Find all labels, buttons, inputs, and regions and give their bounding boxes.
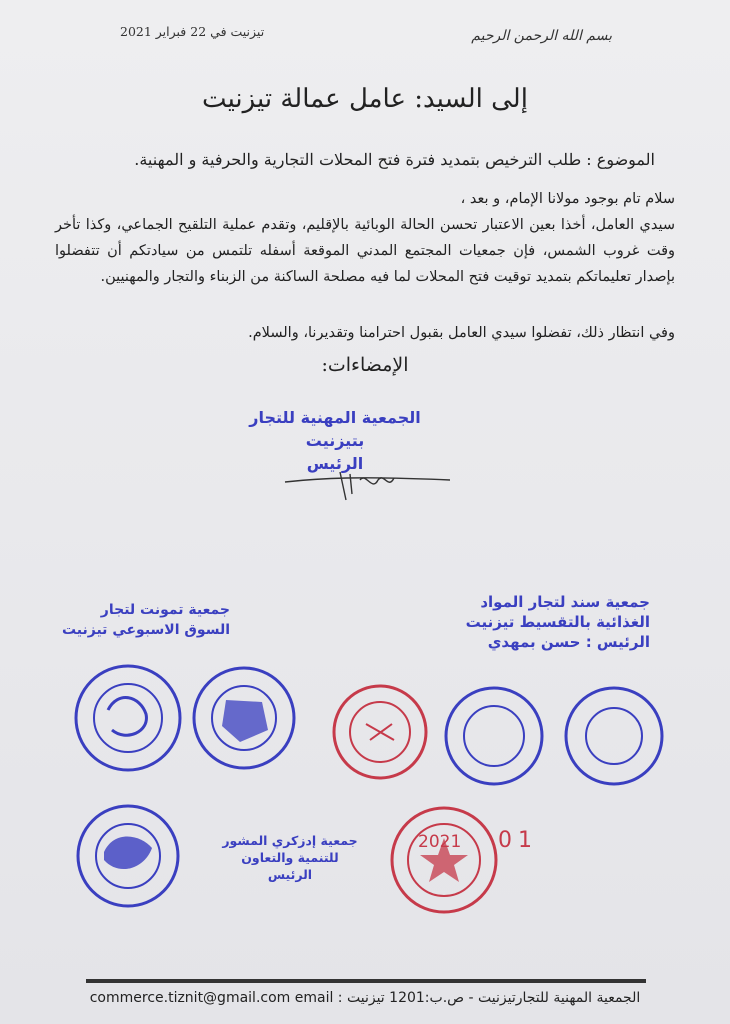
stamp-line: الغذائية بالتقسيط تيزنيت	[465, 613, 650, 631]
stamp-line: السوق الاسبوعي تيزنيت	[61, 622, 230, 638]
seal-blue-1	[76, 666, 180, 770]
footer-email: commerce.tiznit@gmail.com	[89, 990, 291, 1006]
seal-blue-2	[194, 668, 294, 768]
greeting: سلام تام بوجود مولانا الإمام، و بعد ،	[460, 191, 675, 207]
seal-month: 01	[498, 828, 538, 853]
idzkri-association-stamp	[215, 832, 365, 883]
seal-blue-5	[78, 806, 178, 906]
signatures-label: الإمضاءات:	[321, 354, 409, 376]
stamp-line: الرئيس : حسن بمهدي	[487, 633, 650, 651]
stamp-line: الجمعية المهنية للتجار	[249, 408, 421, 427]
body-paragraph: سيدي العامل، أخذا بعين الاعتبار تحسن الحالة الوبائية بالإقليم، وتقدم عملية التلقيح الجماعي، وكذا تأخر وقت غروب الشمس، فإن جمعيات المجتمع المدني الموقعة أسفله تلتمس من سيادتكم أن تتفضلوا بإصدار تعليماتكم بتمديد توقيت فتح المحلات لما فيه مصلحة الساكنة من الزبناء والتجار والمهنيين.	[55, 217, 675, 285]
official-seals	[0, 660, 730, 920]
stamp-line: جمعية تمونت لتجار	[100, 602, 230, 618]
letter-title: إلى السيد: عامل عمالة تيزنيت	[202, 84, 528, 114]
signature-icon	[280, 462, 460, 502]
footer-org: الجمعية المهنية للتجارتيزنيت - ص.ب:1201 تيزنيت	[346, 990, 641, 1006]
footer	[0, 990, 730, 1006]
seal-blue-3	[446, 688, 542, 784]
sanad-association-stamp	[390, 592, 650, 652]
stamp-line: بتيزنيت	[305, 431, 365, 450]
stamp-line: جمعية إدزكري المشور	[222, 833, 358, 848]
closing-paragraph: وفي انتظار ذلك، تفضلوا سيدي العامل بقبول احترامنا وتقديرنا، والسلام.	[248, 325, 675, 341]
footer-email-label: email :	[294, 990, 343, 1006]
footer-divider	[86, 979, 646, 983]
seal-red-2	[392, 808, 496, 912]
stamp-line: الرئيس	[306, 454, 364, 473]
letter-date: تيزنيت في 22 فبراير 2021	[120, 24, 265, 39]
seal-date: 2021	[418, 832, 462, 852]
seal-blue-4	[566, 688, 662, 784]
basmala: بسم الله الرحمن الرحيم	[471, 28, 612, 44]
stamp-line: للتنمية والتعاون	[241, 850, 339, 865]
tamount-association-stamp	[30, 600, 230, 640]
letter-subject: الموضوع : طلب الترخيص بتمديد فترة فتح المحلات التجارية والحرفية و المهنية.	[134, 150, 655, 169]
seal-red-1	[334, 686, 426, 778]
stamp-line: الرئيس	[267, 867, 313, 882]
stamp-line: جمعية سند لتجار المواد	[480, 593, 650, 611]
